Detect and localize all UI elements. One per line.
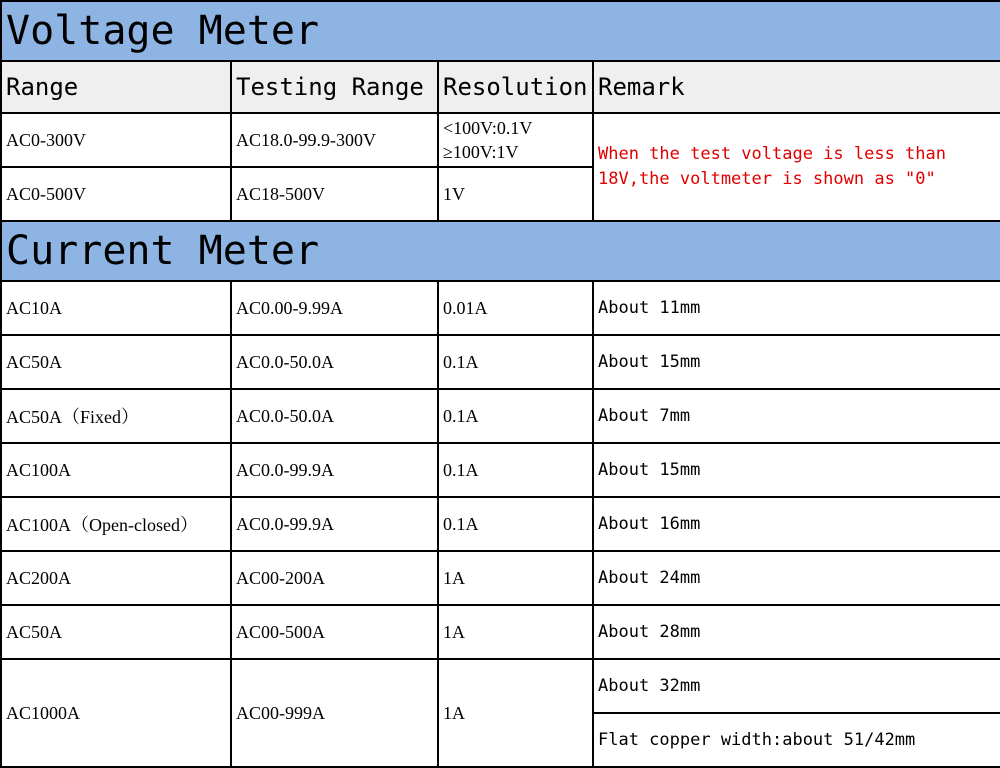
table-row [1,551,1000,605]
testing-range-cell: AC0.0-50.0A [231,335,438,389]
header-remark: Remark [593,61,1000,113]
resolution-line-2: ≥100V:1V [443,142,519,162]
voltage-title: Voltage Meter [1,1,1000,61]
remark-cell: Flat copper width:about 51/42mm [593,713,1000,767]
remark-cell: About 15mm [593,335,1000,389]
remark-cell: About 32mm [593,659,1000,713]
resolution-line-1: <100V:0.1V [443,118,533,138]
testing-range-cell: AC00-200A [231,551,438,605]
resolution-cell: 1V [438,167,593,221]
column-header-row [1,61,1000,113]
table-row [1,497,1000,551]
range-cell: AC10A [1,281,231,335]
resolution-cell: 1A [438,605,593,659]
remark-cell: About 16mm [593,497,1000,551]
range-cell: AC50A [1,335,231,389]
resolution-cell: 0.1A [438,497,593,551]
header-resolution: Resolution [438,61,593,113]
resolution-cell: 1A [438,659,593,767]
resolution-cell: 1A [438,551,593,605]
testing-range-cell: AC0.0-50.0A [231,389,438,443]
remark-cell: About 28mm [593,605,1000,659]
table-row [1,605,1000,659]
resolution-cell: 0.01A [438,281,593,335]
table-row [1,281,1000,335]
remark-cell: About 7mm [593,389,1000,443]
resolution-cell [438,113,593,167]
range-cell: AC0-300V [1,113,231,167]
table-row [1,389,1000,443]
range-cell: AC100A（Open-closed） [1,497,231,551]
testing-range-cell: AC00-999A [231,659,438,767]
range-cell: AC50A（Fixed） [1,389,231,443]
testing-range-cell: AC0.0-99.9A [231,443,438,497]
range-cell: AC0-500V [1,167,231,221]
table-row [1,659,1000,713]
table-row [1,113,1000,167]
voltage-remark: When the test voltage is less than 18V,the voltmeter is shown as "0" [593,113,1000,221]
testing-range-cell: AC0.00-9.99A [231,281,438,335]
header-testing-range: Testing Range [231,61,438,113]
remark-cell: About 11mm [593,281,1000,335]
voltage-section-header [1,1,1000,61]
range-cell: AC50A [1,605,231,659]
testing-range-cell: AC18.0-99.9-300V [231,113,438,167]
current-section-header [1,221,1000,281]
table-row [1,335,1000,389]
resolution-cell: 0.1A [438,389,593,443]
remark-cell: About 24mm [593,551,1000,605]
header-range: Range [1,61,231,113]
testing-range-cell: AC00-500A [231,605,438,659]
remark-cell: About 15mm [593,443,1000,497]
testing-range-cell: AC0.0-99.9A [231,497,438,551]
range-cell: AC100A [1,443,231,497]
range-cell: AC1000A [1,659,231,767]
range-cell: AC200A [1,551,231,605]
table-row [1,443,1000,497]
current-title: Current Meter [1,221,1000,281]
resolution-cell: 0.1A [438,443,593,497]
testing-range-cell: AC18-500V [231,167,438,221]
resolution-cell: 0.1A [438,335,593,389]
